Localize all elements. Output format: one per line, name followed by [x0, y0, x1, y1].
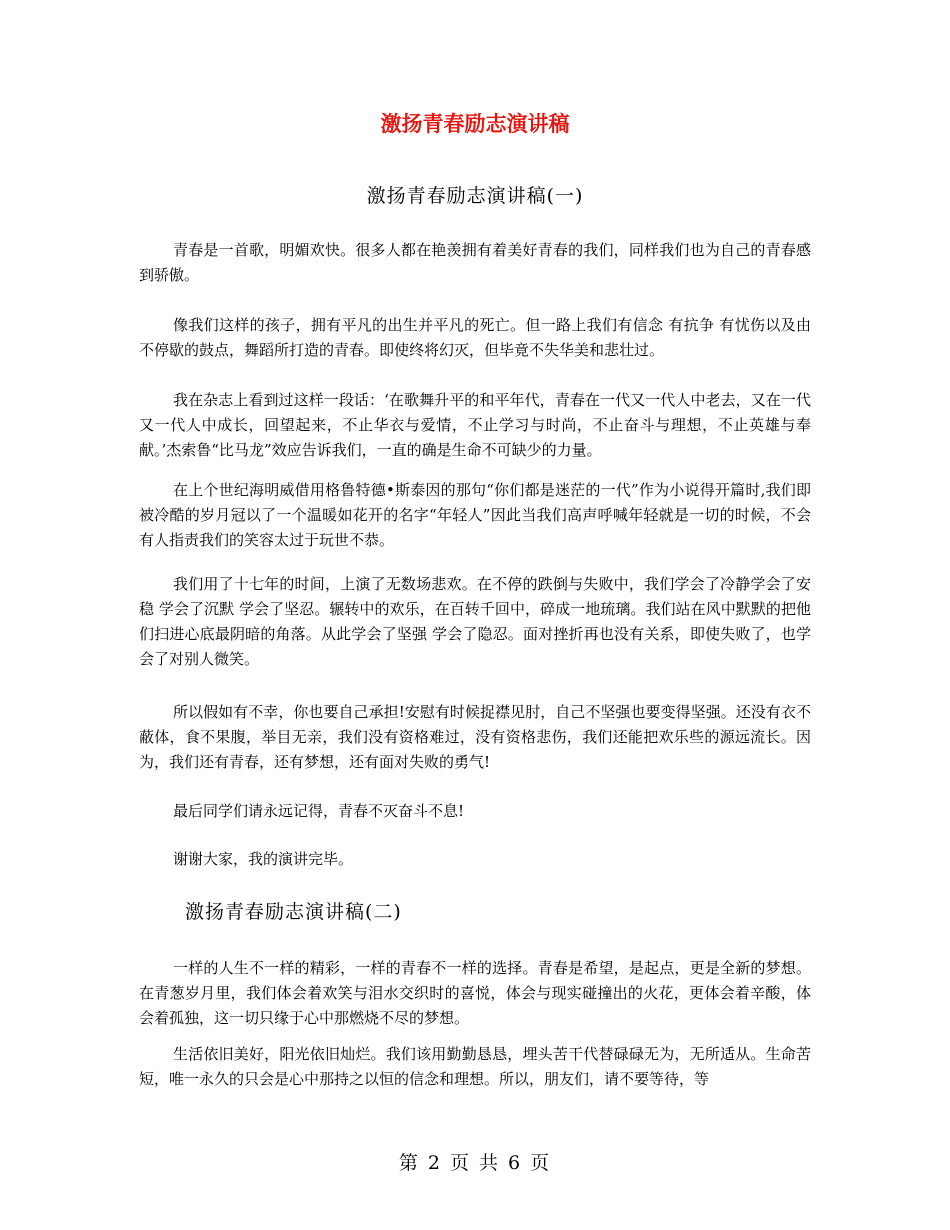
paragraph: 所以假如有不幸，你也要自己承担!安慰有时候捉襟见肘，自己不坚强也要变得坚强。还没有衣不蔽体，食不果腹，举目无亲，我们没有资格难过，没有资格悲伤，我们还能把欢乐些的源远流长。因为，我们还有青春，还有梦想，还有面对失败的勇气!: [139, 703, 811, 771]
paragraph: 一样的人生不一样的精彩，一样的青春不一样的选择。青春是希望，是起点，更是全新的梦想。在青葱岁月里，我们体会着欢笑与泪水交织时的喜悦，体会与现实碰撞出的火花，更体会着辛酸，体会着孤独，这一切只缘于心中那燃烧不尽的梦想。: [139, 959, 811, 1027]
paragraph: 青春是一首歌，明媚欢快。很多人都在艳羡拥有着美好青春的我们，同样我们也为自己的青春感到骄傲。: [139, 241, 811, 284]
paragraph: 生活依旧美好，阳光依旧灿烂。我们该用勤勤恳恳，埋头苦干代替碌碌无为，无所适从。生命苦短，唯一永久的只会是心中那持之以恒的信念和理想。所以，朋友们，请不要等待，等: [139, 1045, 811, 1088]
section-2-heading: 激扬青春励志演讲稿(二): [185, 901, 402, 923]
paragraph: 像我们这样的孩子，拥有平凡的出生并平凡的死亡。但一路上我们有信念 有抗争 有忧伤以及由不停歇的鼓点，舞蹈所打造的青春。即使终将幻灭，但毕竟不失华美和悲壮过。: [139, 316, 811, 359]
paragraph: 在上个世纪海明威借用格鲁特德•斯泰因的那句“你们都是迷茫的一代”作为小说得开篇时,我们即被冷酷的岁月冠以了一个温暖如花开的名字“年轻人”因此当我们高声呼喊年轻就是一切的时候，不会有人指责我们的笑容太过于玩世不恭。: [139, 481, 811, 549]
document-title: 激扬青春励志演讲稿: [380, 111, 570, 136]
paragraph: 我在杂志上看到过这样一段话：‘在歌舞升平的和平年代，青春在一代又一代人中老去，又在一代又一代人中成长，回望起来，不止华衣与爱情，不止学习与时尚，不止奋斗与理想，不止英雄与奉献。’杰索鲁“比马龙”效应告诉我们，一直的确是生命不可缺少的力量。: [139, 391, 811, 459]
section-1-heading: 激扬青春励志演讲稿(一): [366, 185, 584, 207]
paragraph: 谢谢大家，我的演讲完毕。: [173, 850, 354, 868]
page-number-footer: 第 2 页 共 6 页: [398, 1152, 552, 1174]
paragraph: 最后同学们请永远记得，青春不灭奋斗不息!: [173, 802, 465, 820]
paragraph: 我们用了十七年的时间，上演了无数场悲欢。在不停的跌倒与失败中，我们学会了冷静学会了安稳 学会了沉默 学会了坚忍。辗转中的欢乐，在百转千回中，碎成一地琉璃。我们站在风中默默的把他们扫进心底最阴暗的角落。从此学会了坚强 学会了隐忍。面对挫折再也没有关系，即使失败了，也学会了对别人微笑。: [139, 575, 811, 668]
